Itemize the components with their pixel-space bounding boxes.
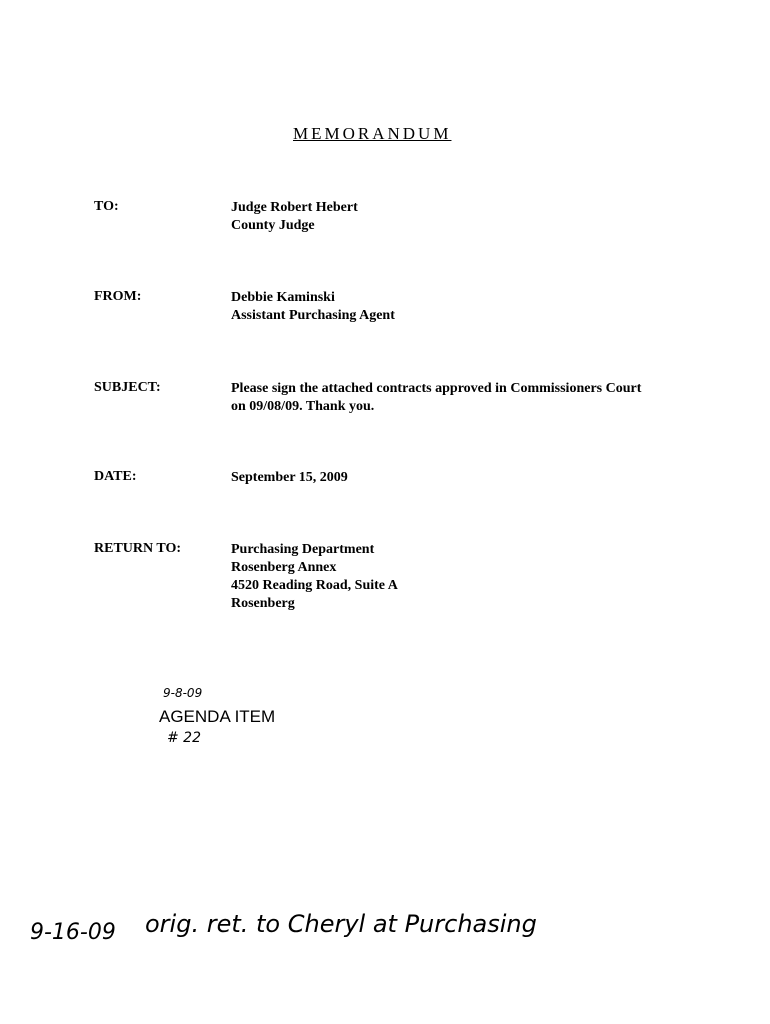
return-city: Rosenberg (231, 596, 295, 611)
date-label: DATE: (94, 469, 137, 484)
subject-label: SUBJECT: (94, 380, 161, 395)
subject-line-2: on 09/08/09. Thank you. (231, 399, 375, 414)
date-value: September 15, 2009 (231, 470, 348, 485)
return-dept: Purchasing Department (231, 542, 375, 557)
subject-line-1: Please sign the attached contracts approved in Commissioners Court (231, 381, 642, 396)
to-name: Judge Robert Hebert (231, 200, 358, 215)
handwritten-note: orig. ret. to Cheryl at Purchasing (145, 910, 537, 938)
from-label: FROM: (94, 289, 142, 304)
to-title: County Judge (231, 218, 315, 233)
memo-title: MEMORANDUM (293, 124, 452, 143)
to-label: TO: (94, 199, 119, 214)
from-name: Debbie Kaminski (231, 290, 335, 305)
return-annex: Rosenberg Annex (231, 560, 337, 575)
subject-value (231, 380, 641, 416)
return-address: 4520 Reading Road, Suite A (231, 578, 398, 593)
to-value (231, 199, 358, 235)
from-value (231, 289, 395, 325)
handwritten-note-date: 9-16-09 (30, 920, 116, 945)
stamp-handwritten-date: 9-8-09 (163, 686, 203, 700)
from-title: Assistant Purchasing Agent (231, 308, 395, 323)
return-to-label: RETURN TO: (94, 541, 182, 556)
agenda-item-stamp: AGENDA ITEM (159, 707, 276, 726)
agenda-item-number: # 22 (167, 730, 201, 746)
return-to-value (231, 541, 398, 613)
